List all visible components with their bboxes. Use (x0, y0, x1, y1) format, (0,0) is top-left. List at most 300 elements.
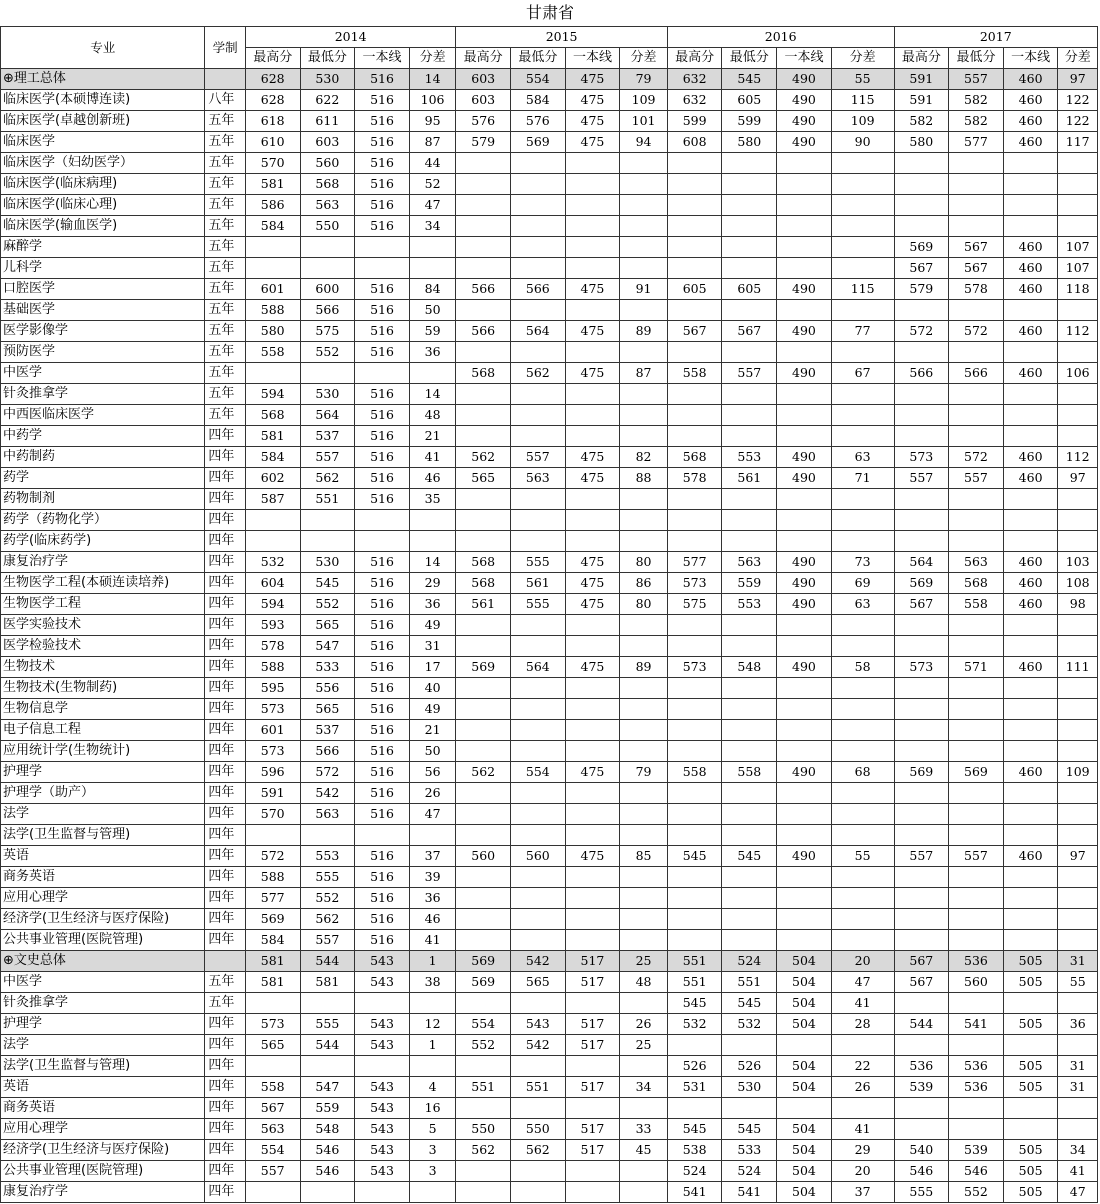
table-row (1, 426, 1098, 447)
score-cell: 36 (1058, 1014, 1098, 1035)
score-cell (355, 993, 410, 1014)
score-cell: 588 (245, 300, 300, 321)
table-row (1, 993, 1098, 1014)
duration-cell: 五年 (205, 384, 245, 405)
score-cell (620, 1161, 668, 1182)
header-year: 2015 (456, 27, 667, 48)
score-cell (1003, 153, 1058, 174)
score-cell: 546 (300, 1140, 355, 1161)
duration-cell: 四年 (205, 699, 245, 720)
score-cell: 44 (409, 153, 456, 174)
score-cell: 475 (565, 846, 620, 867)
major-name-cell: 针灸推拿学 (1, 993, 205, 1014)
score-cell: 516 (355, 678, 410, 699)
score-cell: 28 (831, 1014, 894, 1035)
score-cell: 582 (894, 111, 949, 132)
score-cell (620, 300, 668, 321)
score-cell: 552 (300, 594, 355, 615)
score-cell (894, 741, 949, 762)
table-row (1, 657, 1098, 678)
score-cell: 567 (949, 258, 1004, 279)
major-name-cell: 英语 (1, 846, 205, 867)
score-cell: 490 (777, 594, 832, 615)
score-cell (831, 930, 894, 951)
score-cell (894, 426, 949, 447)
score-cell: 544 (300, 1035, 355, 1056)
score-cell: 34 (1058, 1140, 1098, 1161)
score-cell: 460 (1003, 69, 1058, 90)
score-cell: 490 (777, 69, 832, 90)
score-cell (949, 1035, 1004, 1056)
score-cell (831, 510, 894, 531)
score-cell: 566 (511, 279, 566, 300)
score-cell: 50 (409, 741, 456, 762)
score-cell (949, 1119, 1004, 1140)
score-cell: 84 (409, 279, 456, 300)
major-name-cell: 康复治疗学 (1, 1182, 205, 1203)
table-row (1, 678, 1098, 699)
score-cell: 565 (300, 615, 355, 636)
score-cell (1058, 405, 1098, 426)
score-cell: 29 (409, 573, 456, 594)
score-cell: 106 (1058, 363, 1098, 384)
score-cell (1058, 300, 1098, 321)
score-cell (620, 993, 668, 1014)
score-cell (667, 699, 722, 720)
score-cell (456, 258, 511, 279)
score-cell (456, 993, 511, 1014)
score-cell (722, 342, 777, 363)
major-name-cell: 基础医学 (1, 300, 205, 321)
major-name-cell: 临床医学(临床病理) (1, 174, 205, 195)
score-cell (831, 1035, 894, 1056)
score-cell: 622 (300, 90, 355, 111)
score-cell: 97 (1058, 468, 1098, 489)
major-name-cell: 应用统计学(生物统计) (1, 741, 205, 762)
score-cell (511, 615, 566, 636)
duration-cell: 四年 (205, 426, 245, 447)
score-cell: 97 (1058, 69, 1098, 90)
score-cell (894, 195, 949, 216)
score-cell: 490 (777, 573, 832, 594)
score-cell: 557 (300, 930, 355, 951)
score-cell: 603 (456, 90, 511, 111)
score-cell (620, 783, 668, 804)
score-cell (1003, 636, 1058, 657)
score-cell (511, 405, 566, 426)
score-cell (565, 384, 620, 405)
score-cell: 542 (511, 951, 566, 972)
score-cell (1003, 405, 1058, 426)
score-cell (355, 1056, 410, 1077)
score-cell: 516 (355, 195, 410, 216)
score-cell: 531 (667, 1077, 722, 1098)
score-cell: 547 (300, 1077, 355, 1098)
score-cell: 603 (300, 132, 355, 153)
score-cell (300, 237, 355, 258)
score-cell: 576 (511, 111, 566, 132)
duration-cell: 四年 (205, 1140, 245, 1161)
score-cell (456, 300, 511, 321)
table-row (1, 573, 1098, 594)
score-cell (409, 993, 456, 1014)
score-cell (456, 174, 511, 195)
score-cell: 504 (777, 1182, 832, 1203)
score-cell (620, 804, 668, 825)
header-sub-column: 最低分 (722, 48, 777, 69)
score-cell (1058, 1035, 1098, 1056)
score-cell: 26 (831, 1077, 894, 1098)
score-cell: 41 (831, 993, 894, 1014)
score-cell (1058, 153, 1098, 174)
score-cell (355, 363, 410, 384)
score-cell: 95 (409, 111, 456, 132)
score-cell: 26 (620, 1014, 668, 1035)
score-cell: 566 (456, 279, 511, 300)
score-cell: 517 (565, 1014, 620, 1035)
score-cell: 516 (355, 468, 410, 489)
score-cell: 87 (409, 132, 456, 153)
score-cell: 516 (355, 405, 410, 426)
score-cell: 48 (620, 972, 668, 993)
score-cell (1003, 216, 1058, 237)
score-cell: 584 (511, 90, 566, 111)
score-cell (565, 888, 620, 909)
score-cell: 475 (565, 762, 620, 783)
score-cell (565, 153, 620, 174)
table-row (1, 468, 1098, 489)
score-cell (620, 153, 668, 174)
score-cell (456, 489, 511, 510)
score-cell: 41 (1058, 1161, 1098, 1182)
duration-cell: 五年 (205, 195, 245, 216)
score-cell (949, 699, 1004, 720)
score-cell: 35 (409, 489, 456, 510)
score-cell (667, 741, 722, 762)
score-cell (1058, 888, 1098, 909)
score-cell (511, 1182, 566, 1203)
score-cell: 560 (511, 846, 566, 867)
score-cell (777, 615, 832, 636)
score-cell: 91 (620, 279, 668, 300)
score-cell (409, 237, 456, 258)
score-cell: 516 (355, 489, 410, 510)
score-cell: 38 (409, 972, 456, 993)
score-cell: 37 (409, 846, 456, 867)
score-cell (456, 720, 511, 741)
score-cell (949, 636, 1004, 657)
score-cell: 34 (409, 216, 456, 237)
score-cell: 552 (300, 888, 355, 909)
score-cell (894, 993, 949, 1014)
score-cell: 575 (667, 594, 722, 615)
score-cell: 599 (722, 111, 777, 132)
score-cell (1003, 1119, 1058, 1140)
score-cell (565, 300, 620, 321)
duration-cell: 四年 (205, 762, 245, 783)
score-cell: 601 (245, 279, 300, 300)
score-cell: 89 (620, 657, 668, 678)
duration-cell: 四年 (205, 1161, 245, 1182)
score-cell (831, 531, 894, 552)
score-cell (667, 153, 722, 174)
score-cell (667, 216, 722, 237)
duration-cell: 五年 (205, 216, 245, 237)
score-cell: 90 (831, 132, 894, 153)
score-cell (620, 258, 668, 279)
score-cell: 582 (949, 111, 1004, 132)
score-cell: 591 (894, 90, 949, 111)
score-cell: 557 (300, 447, 355, 468)
score-cell (949, 888, 1004, 909)
table-row (1, 930, 1098, 951)
score-cell: 562 (456, 762, 511, 783)
score-cell (511, 993, 566, 1014)
score-cell (667, 531, 722, 552)
score-cell (777, 678, 832, 699)
major-name-cell: 医学影像学 (1, 321, 205, 342)
table-row (1, 531, 1098, 552)
score-cell (667, 342, 722, 363)
group-total-row (1, 951, 1098, 972)
duration-cell: 四年 (205, 552, 245, 573)
score-cell: 475 (565, 573, 620, 594)
duration-cell: 四年 (205, 468, 245, 489)
score-cell: 571 (949, 657, 1004, 678)
score-cell: 41 (831, 1119, 894, 1140)
score-cell: 569 (456, 951, 511, 972)
score-cell: 567 (949, 237, 1004, 258)
score-cell (777, 384, 832, 405)
score-cell (620, 741, 668, 762)
score-cell (565, 258, 620, 279)
score-cell: 516 (355, 615, 410, 636)
major-name-cell: 药学（药物化学） (1, 510, 205, 531)
score-cell (620, 867, 668, 888)
major-name-cell: 公共事业管理(医院管理) (1, 1161, 205, 1182)
score-cell (722, 1098, 777, 1119)
major-name-cell: 应用心理学 (1, 1119, 205, 1140)
score-cell (245, 237, 300, 258)
table-row (1, 636, 1098, 657)
score-cell (722, 216, 777, 237)
score-cell (409, 363, 456, 384)
score-cell (667, 825, 722, 846)
score-cell: 551 (511, 1077, 566, 1098)
score-cell: 55 (1058, 972, 1098, 993)
score-cell (777, 825, 832, 846)
score-cell: 569 (245, 909, 300, 930)
score-cell (620, 405, 668, 426)
score-cell: 112 (1058, 447, 1098, 468)
score-cell: 98 (1058, 594, 1098, 615)
score-cell (894, 720, 949, 741)
score-cell (777, 531, 832, 552)
table-row (1, 972, 1098, 993)
duration-cell: 四年 (205, 636, 245, 657)
score-cell (300, 510, 355, 531)
score-cell (949, 867, 1004, 888)
score-cell (245, 993, 300, 1014)
score-cell (894, 405, 949, 426)
score-cell (894, 1098, 949, 1119)
score-cell: 490 (777, 657, 832, 678)
score-cell: 575 (300, 321, 355, 342)
score-cell: 581 (245, 426, 300, 447)
score-cell: 573 (245, 1014, 300, 1035)
score-cell (456, 531, 511, 552)
score-cell (1058, 195, 1098, 216)
score-cell (300, 993, 355, 1014)
score-cell (777, 699, 832, 720)
header-sub-column: 分差 (1058, 48, 1098, 69)
score-cell (667, 888, 722, 909)
score-cell: 516 (355, 90, 410, 111)
score-cell (777, 909, 832, 930)
score-cell: 49 (409, 615, 456, 636)
score-cell: 3 (409, 1140, 456, 1161)
score-cell: 545 (722, 846, 777, 867)
score-cell: 86 (620, 573, 668, 594)
score-cell: 539 (949, 1140, 1004, 1161)
major-name-cell: 儿科学 (1, 258, 205, 279)
score-cell (620, 825, 668, 846)
duration-cell: 五年 (205, 993, 245, 1014)
score-cell: 516 (355, 69, 410, 90)
score-cell: 516 (355, 783, 410, 804)
score-cell (620, 237, 668, 258)
score-cell: 516 (355, 867, 410, 888)
score-cell: 517 (565, 972, 620, 993)
score-cell (777, 741, 832, 762)
score-cell: 533 (722, 1140, 777, 1161)
score-cell (1003, 531, 1058, 552)
score-cell: 490 (777, 90, 832, 111)
score-cell: 460 (1003, 237, 1058, 258)
score-cell (894, 804, 949, 825)
header-sub-column: 最高分 (667, 48, 722, 69)
score-cell: 475 (565, 363, 620, 384)
score-cell: 536 (949, 951, 1004, 972)
score-cell (565, 615, 620, 636)
duration-cell: 四年 (205, 531, 245, 552)
score-cell (831, 300, 894, 321)
score-cell: 599 (667, 111, 722, 132)
score-cell: 536 (949, 1077, 1004, 1098)
score-cell: 45 (620, 1140, 668, 1161)
score-cell (831, 153, 894, 174)
score-cell (511, 531, 566, 552)
score-cell (894, 342, 949, 363)
score-cell: 34 (620, 1077, 668, 1098)
score-cell (620, 216, 668, 237)
score-cell (667, 783, 722, 804)
score-cell: 29 (831, 1140, 894, 1161)
score-cell (777, 783, 832, 804)
score-cell (620, 615, 668, 636)
score-cell (831, 426, 894, 447)
score-cell: 559 (300, 1098, 355, 1119)
score-cell: 490 (777, 321, 832, 342)
score-cell: 536 (949, 1056, 1004, 1077)
score-cell: 551 (722, 972, 777, 993)
duration-cell: 四年 (205, 846, 245, 867)
score-cell: 565 (511, 972, 566, 993)
score-cell: 568 (456, 552, 511, 573)
score-cell (831, 174, 894, 195)
duration-cell: 四年 (205, 447, 245, 468)
duration-cell: 八年 (205, 90, 245, 111)
score-cell: 490 (777, 552, 832, 573)
score-cell (456, 636, 511, 657)
score-cell: 46 (409, 468, 456, 489)
score-cell: 31 (1058, 1077, 1098, 1098)
score-cell (565, 699, 620, 720)
score-cell (894, 888, 949, 909)
score-cell: 568 (949, 573, 1004, 594)
score-cell: 118 (1058, 279, 1098, 300)
score-cell (831, 489, 894, 510)
score-cell: 569 (894, 762, 949, 783)
score-cell: 569 (894, 237, 949, 258)
header-sub-column: 一本线 (355, 48, 410, 69)
score-cell (722, 531, 777, 552)
score-cell: 562 (300, 468, 355, 489)
score-cell (565, 867, 620, 888)
score-cell (245, 363, 300, 384)
score-cell: 545 (667, 1119, 722, 1140)
score-cell (511, 804, 566, 825)
score-cell (1058, 993, 1098, 1014)
score-cell (565, 237, 620, 258)
score-cell (1058, 678, 1098, 699)
score-cell (511, 258, 566, 279)
score-cell: 618 (245, 111, 300, 132)
score-cell: 563 (245, 1119, 300, 1140)
score-cell (777, 300, 832, 321)
score-cell: 41 (409, 930, 456, 951)
score-cell: 517 (565, 1035, 620, 1056)
score-cell (620, 195, 668, 216)
major-name-cell: 中医学 (1, 972, 205, 993)
score-cell: 567 (245, 1098, 300, 1119)
score-cell (667, 636, 722, 657)
score-cell: 543 (355, 1077, 410, 1098)
score-cell (722, 426, 777, 447)
score-cell: 545 (300, 573, 355, 594)
major-name-cell: 公共事业管理(医院管理) (1, 930, 205, 951)
score-cell: 50 (409, 300, 456, 321)
score-cell (456, 909, 511, 930)
score-cell (777, 867, 832, 888)
score-cell: 543 (355, 951, 410, 972)
score-cell: 594 (245, 384, 300, 405)
duration-cell: 四年 (205, 825, 245, 846)
score-cell: 587 (245, 489, 300, 510)
score-cell (777, 405, 832, 426)
score-cell (777, 153, 832, 174)
score-cell (620, 720, 668, 741)
score-cell: 505 (1003, 1161, 1058, 1182)
score-cell: 557 (245, 1161, 300, 1182)
major-name-cell: 法学(卫生监督与管理) (1, 1056, 205, 1077)
table-row (1, 1056, 1098, 1077)
table-row (1, 258, 1098, 279)
score-cell: 545 (667, 846, 722, 867)
score-cell: 573 (894, 657, 949, 678)
score-cell: 602 (245, 468, 300, 489)
score-cell (894, 909, 949, 930)
